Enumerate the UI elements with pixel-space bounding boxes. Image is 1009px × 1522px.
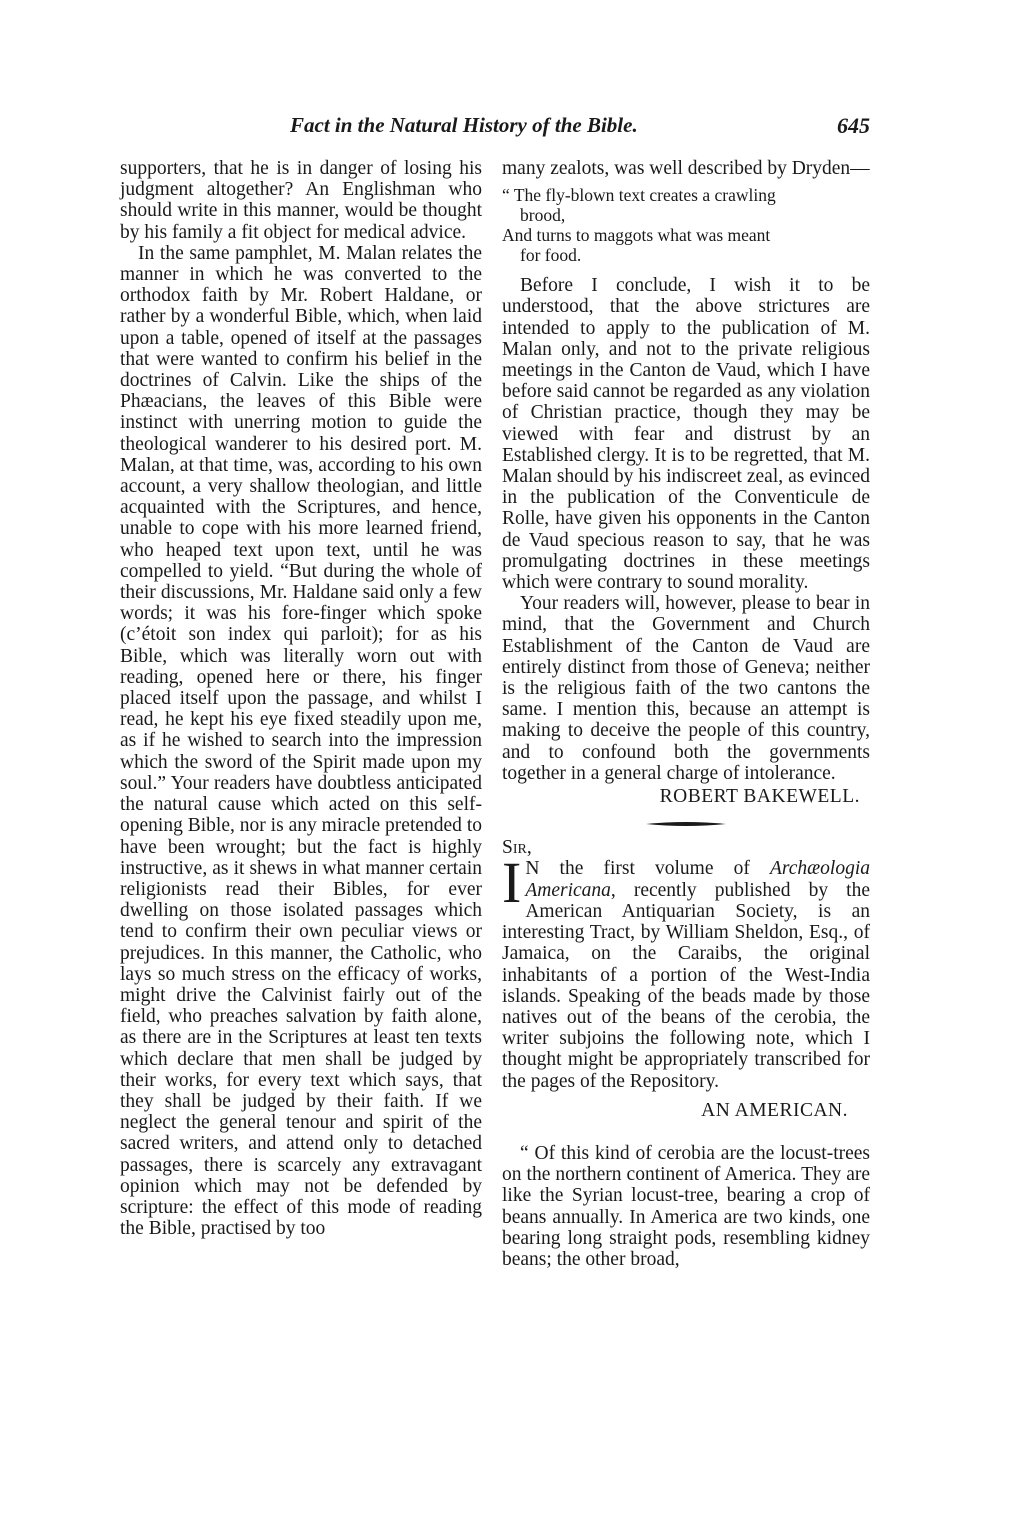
paragraph-text: , recently published by the American Antiquarian Society, is an interesting Tract, by William Sheldon, Esq., of Jamaica, on the Caraibs, the original inhabitants of a portion of the West-India islands. Speaking of the beads made by those natives out of the beans of the cerobia, the writer subjoins the following note, which I thought might be appropriately transcribed for the pages of the Repository. <box>502 879 870 1092</box>
verse-line: “ The fly-blown text creates a crawling <box>502 185 776 206</box>
ornamental-rule <box>646 821 726 827</box>
running-title: Fact in the Natural History of the Bible. <box>290 113 638 137</box>
salutation: Sir, <box>502 837 532 859</box>
verse-quotation <box>502 185 870 265</box>
right-column <box>502 158 870 1270</box>
signature-bakewell: ROBERT BAKEWELL. <box>659 786 860 808</box>
running-header <box>120 113 870 153</box>
paragraph: In the same pamphlet, M. Malan relates the manner in which he was converted to the orthodox faith by Mr. Robert Haldane, or rather by a wonderful Bible, which, when laid upon a table, opened of itself at the passages that were wanted to confirm his belief in the doctrines of Calvin. Like the ships of the Phæacians, the leaves of this Bible were instinct with unerring motion to guide the theological wanderer to his desired port. M. Malan, at that time, was, according to his own account, a very shallow theologian, and little acquainted with the Scriptures, and hence, unable to cope with his more learned friend, who heaped text upon text, until he was compelled to yield. “But during the whole of their discussions, Mr. Haldane said only a few words; it was his fore-finger which spoke (c’étoit son index qui parloit); for as his Bible, which was literally worn out with reading, opened here or there, his finger placed itself upon the passage, and whilst I read, he kept his eye fixed steadily upon me, as if he wished to search into the impression which the sword of the Spirit made upon my soul.” Your readers have doubtless anticipated the natural cause which acted on this self-opening Bible, nor is any miracle pretended to have been wrought; but the fact is highly instructive, as it shews in what manner certain religionists read their Bibles, for ever dwelling on those isolated passages which tend to confirm their own peculiar views or prejudices. In this manner, the Catholic, who lays so much stress on the efficacy of works, might drive the Calvinist fairly out of the field, who preaches salvation by faith alone, as there are in the Scriptures at least ten texts which declare that men shall be judged by their works, for every text which says, that they shall be judged by their faith. If we neglect the general tenour and spirit of the sacred writers, and attend only to detached passages, there is scarcely any extravagant opinion which may not be defended by scripture: the effect of this mode of reading the Bible, practised by too <box>120 242 482 1240</box>
signature-american: AN AMERICAN. <box>701 1099 848 1121</box>
paragraph: supporters, that he is in danger of losing his judgment altogether? An Englishman who should write in this manner, would be thought by his family a fit object for medical advice. <box>120 158 482 243</box>
verse-line: brood, <box>520 205 566 226</box>
drop-cap: I <box>502 850 522 916</box>
page-number: 645 <box>837 113 870 138</box>
verse-line: And turns to maggots what was meant <box>502 225 771 246</box>
paragraph-text: N the first volume of <box>525 858 770 880</box>
left-column <box>120 158 482 1239</box>
paragraph: Before I conclude, I wish it to be understood, that the above strictures are intended to apply to the publication of M. Malan only, and not to the private religious meetings in the Canton de Vaud, which I have before said cannot be regarded as any violation of Christian practice, though they may be viewed with fear and distrust by an Established clergy. It is to be regretted, that M. Malan should by his indiscreet zeal, as evinced in the publication of the Conventicule de Rolle, have given his opponents in the Canton de Vaud specious reason to say, that he was promulgating doctrines in these meetings which were contrary to sound morality. <box>502 275 870 594</box>
paragraph: Your readers will, however, please to bear in mind, that the Government and Church Establishment of the Canton de Vaud are entirely distinct from those of Geneva; neither is the religious faith of the two cantons the same. I mention this, because an attempt is making to deceive the people of this country, and to confound both the governments together in a general charge of intolerance. <box>502 593 870 784</box>
paragraph: many zealots, was well described by Dryden— <box>502 158 870 179</box>
paragraph <box>502 850 870 1092</box>
verse-line: for food. <box>520 245 582 266</box>
book-title: Archæologia Americana <box>525 858 870 901</box>
paragraph: “ Of this kind of cerobia are the locust-trees on the northern continent of America. They are like the Syrian locust-tree, bearing a crop of beans annually. In America are two kinds, one bearing long straight pods, resembling kidney beans; the other broad, <box>502 1142 870 1270</box>
